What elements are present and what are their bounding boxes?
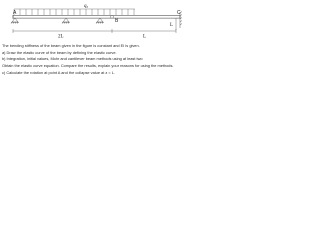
problem-line-2: a) Draw the elastic curve of the beam by defining the elastic curve. — [2, 49, 117, 55]
dim-vertical-label: L — [170, 23, 174, 28]
problem-text — [2, 44, 198, 77]
dim-right-label: L — [143, 34, 147, 40]
dim-horizontal — [13, 29, 176, 33]
hinge-b — [111, 15, 114, 18]
point-c-label: C — [177, 10, 181, 16]
problem-line-1: The bending stiffness of the beam given in the figure is constant and EI is given. — [2, 43, 140, 48]
problem-line-3: b) Integration, initial values, Mohr and cantilever beam methods using at least two — [2, 56, 143, 62]
beam — [13, 16, 180, 19]
point-b-label: B — [115, 18, 119, 24]
problem-line-5: c) Calculate the rotation at point A and the collapse value at z = L. — [2, 69, 116, 75]
distributed-load — [14, 9, 135, 15]
load-label: q₀ — [84, 4, 89, 9]
point-a-label: A — [13, 10, 17, 16]
problem-line-4: Obtain the elastic curve equation. Compare the results, explain your reasons for using the methods. — [2, 63, 174, 69]
dim-left-label: 2L — [58, 34, 64, 40]
beam-diagram — [0, 0, 200, 44]
support-b — [96, 18, 104, 24]
support-middle — [62, 18, 70, 24]
